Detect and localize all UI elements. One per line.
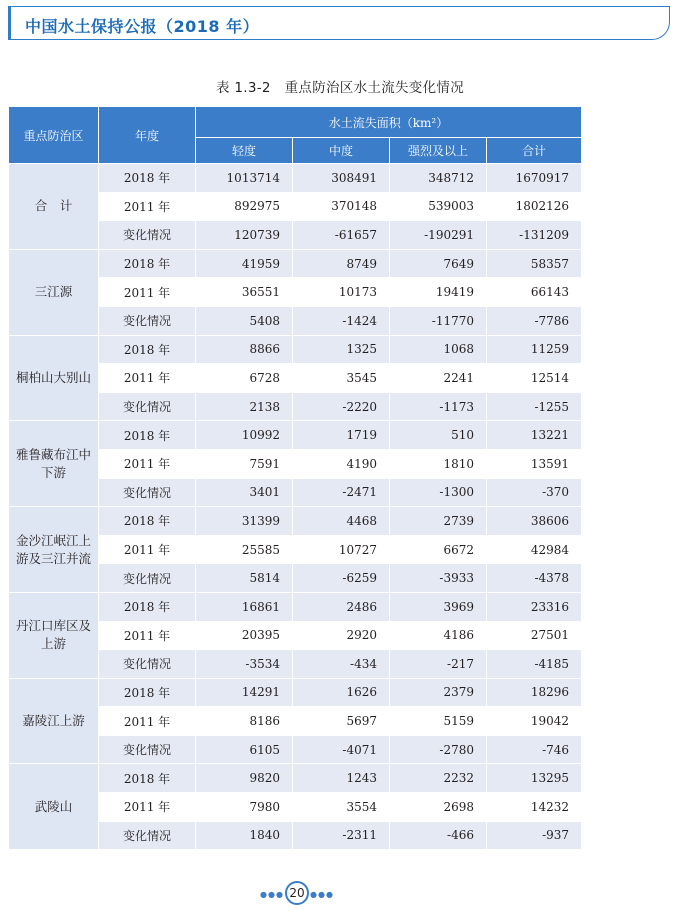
cell-mild: 1013714 [196, 164, 293, 193]
table-row [9, 164, 582, 193]
cell-year: 变化情况 [99, 221, 196, 250]
cell-severe: 2379 [390, 678, 487, 707]
cell-year: 2018 年 [99, 421, 196, 450]
cell-mild: 10992 [196, 421, 293, 450]
cell-year: 2018 年 [99, 507, 196, 536]
cell-year: 2011 年 [99, 793, 196, 822]
header-severe: 强烈及以上 [390, 138, 487, 164]
cell-moderate: 1719 [293, 421, 390, 450]
cell-year: 2011 年 [99, 449, 196, 478]
cell-total: 13221 [487, 421, 582, 450]
cell-total: 13295 [487, 764, 582, 793]
table-row [9, 249, 582, 278]
cell-total: 18296 [487, 678, 582, 707]
header-year: 年度 [99, 107, 196, 164]
page-number-badge [254, 881, 340, 905]
cell-total: 19042 [487, 707, 582, 736]
cell-severe: -1173 [390, 392, 487, 421]
table-row [9, 764, 582, 793]
cell-severe: 4186 [390, 621, 487, 650]
header-mild: 轻度 [196, 138, 293, 164]
cell-moderate: 4190 [293, 449, 390, 478]
cell-year: 变化情况 [99, 735, 196, 764]
cell-severe: -11770 [390, 306, 487, 335]
cell-year: 2018 年 [99, 335, 196, 364]
cell-moderate: 370148 [293, 192, 390, 221]
region-name: 金沙江岷江上游及三江并流 [9, 507, 99, 593]
cell-severe: 539003 [390, 192, 487, 221]
cell-moderate: 1626 [293, 678, 390, 707]
cell-moderate: -2220 [293, 392, 390, 421]
cell-mild: 5408 [196, 306, 293, 335]
cell-total: 27501 [487, 621, 582, 650]
region-name: 桐柏山大别山 [9, 335, 99, 421]
cell-total: 1670917 [487, 164, 582, 193]
cell-year: 2011 年 [99, 192, 196, 221]
cell-moderate: -1424 [293, 306, 390, 335]
cell-moderate: -6259 [293, 564, 390, 593]
cell-year: 2018 年 [99, 764, 196, 793]
cell-total: 12514 [487, 364, 582, 393]
cell-mild: 892975 [196, 192, 293, 221]
cell-severe: 7649 [390, 249, 487, 278]
cell-total: 66143 [487, 278, 582, 307]
cell-total: 11259 [487, 335, 582, 364]
cell-mild: 41959 [196, 249, 293, 278]
cell-mild: 2138 [196, 392, 293, 421]
page-header [8, 6, 670, 40]
cell-year: 变化情况 [99, 478, 196, 507]
cell-total: 13591 [487, 449, 582, 478]
cell-severe: 2232 [390, 764, 487, 793]
cell-moderate: 8749 [293, 249, 390, 278]
cell-severe: 2241 [390, 364, 487, 393]
cell-mild: 3401 [196, 478, 293, 507]
cell-moderate: -2471 [293, 478, 390, 507]
cell-moderate: 2920 [293, 621, 390, 650]
cell-severe: 2739 [390, 507, 487, 536]
cell-total: -131209 [487, 221, 582, 250]
cell-year: 2011 年 [99, 535, 196, 564]
table-caption: 表 1.3-2 重点防治区水土流失变化情况 [215, 80, 465, 96]
cell-moderate: 10173 [293, 278, 390, 307]
cell-mild: 36551 [196, 278, 293, 307]
table-body [9, 164, 582, 850]
cell-severe: 19419 [390, 278, 487, 307]
cell-severe: 1810 [390, 449, 487, 478]
cell-moderate: -2311 [293, 821, 390, 850]
table-row [9, 335, 582, 364]
cell-severe: -1300 [390, 478, 487, 507]
region-name: 三江源 [9, 249, 99, 335]
publication-title: 中国水土保持公报（2018 年） [25, 17, 260, 36]
cell-mild: 8866 [196, 335, 293, 364]
cell-year: 2011 年 [99, 621, 196, 650]
cell-year: 2018 年 [99, 164, 196, 193]
region-name: 嘉陵江上游 [9, 678, 99, 764]
region-name: 合 计 [9, 164, 99, 250]
cell-severe: 6672 [390, 535, 487, 564]
cell-severe: -2780 [390, 735, 487, 764]
cell-year: 变化情况 [99, 392, 196, 421]
cell-year: 2011 年 [99, 278, 196, 307]
cell-mild: 25585 [196, 535, 293, 564]
cell-total: 14232 [487, 793, 582, 822]
cell-severe: 5159 [390, 707, 487, 736]
cell-severe: 3969 [390, 592, 487, 621]
table-row [9, 678, 582, 707]
cell-year: 变化情况 [99, 650, 196, 679]
cell-year: 变化情况 [99, 564, 196, 593]
header-erosion-area: 水土流失面积（km²） [196, 107, 582, 138]
cell-total: -937 [487, 821, 582, 850]
cell-moderate: -434 [293, 650, 390, 679]
cell-mild: -3534 [196, 650, 293, 679]
cell-total: 58357 [487, 249, 582, 278]
cell-severe: 510 [390, 421, 487, 450]
cell-moderate: 1243 [293, 764, 390, 793]
cell-total: 1802126 [487, 192, 582, 221]
cell-moderate: 4468 [293, 507, 390, 536]
cell-mild: 6728 [196, 364, 293, 393]
cell-moderate: 3554 [293, 793, 390, 822]
cell-year: 2018 年 [99, 249, 196, 278]
cell-moderate: 3545 [293, 364, 390, 393]
cell-year: 变化情况 [99, 306, 196, 335]
cell-year: 2011 年 [99, 364, 196, 393]
region-name: 武陵山 [9, 764, 99, 850]
cell-mild: 8186 [196, 707, 293, 736]
cell-mild: 14291 [196, 678, 293, 707]
cell-mild: 5814 [196, 564, 293, 593]
erosion-change-table [8, 106, 582, 850]
cell-mild: 7591 [196, 449, 293, 478]
cell-severe: 1068 [390, 335, 487, 364]
cell-year: 2018 年 [99, 592, 196, 621]
cell-total: -4185 [487, 650, 582, 679]
cell-moderate: -61657 [293, 221, 390, 250]
cell-total: 23316 [487, 592, 582, 621]
cell-severe: -190291 [390, 221, 487, 250]
cell-moderate: 2486 [293, 592, 390, 621]
cell-moderate: 5697 [293, 707, 390, 736]
cell-severe: -217 [390, 650, 487, 679]
table-row [9, 421, 582, 450]
cell-mild: 1840 [196, 821, 293, 850]
cell-total: -1255 [487, 392, 582, 421]
cell-moderate: 10727 [293, 535, 390, 564]
cell-total: 42984 [487, 535, 582, 564]
table-row [9, 592, 582, 621]
cell-mild: 120739 [196, 221, 293, 250]
decorative-dots-icon: ●●● [260, 890, 284, 899]
cell-total: -746 [487, 735, 582, 764]
cell-severe: 348712 [390, 164, 487, 193]
cell-total: -370 [487, 478, 582, 507]
cell-mild: 6105 [196, 735, 293, 764]
header-region: 重点防治区 [9, 107, 99, 164]
cell-moderate: 308491 [293, 164, 390, 193]
header-moderate: 中度 [293, 138, 390, 164]
cell-year: 变化情况 [99, 821, 196, 850]
cell-mild: 31399 [196, 507, 293, 536]
header-total: 合计 [487, 138, 582, 164]
table-row [9, 507, 582, 536]
page-number: 20 [285, 881, 309, 905]
cell-moderate: -4071 [293, 735, 390, 764]
region-name: 丹江口库区及上游 [9, 592, 99, 678]
cell-moderate: 1325 [293, 335, 390, 364]
cell-severe: -3933 [390, 564, 487, 593]
cell-year: 2018 年 [99, 678, 196, 707]
cell-total: 38606 [487, 507, 582, 536]
cell-severe: -466 [390, 821, 487, 850]
cell-severe: 2698 [390, 793, 487, 822]
cell-mild: 7980 [196, 793, 293, 822]
cell-mild: 9820 [196, 764, 293, 793]
decorative-dots-icon: ●●● [310, 890, 334, 899]
cell-total: -7786 [487, 306, 582, 335]
cell-total: -4378 [487, 564, 582, 593]
cell-mild: 16861 [196, 592, 293, 621]
region-name: 雅鲁藏布江中下游 [9, 421, 99, 507]
cell-mild: 20395 [196, 621, 293, 650]
cell-year: 2011 年 [99, 707, 196, 736]
